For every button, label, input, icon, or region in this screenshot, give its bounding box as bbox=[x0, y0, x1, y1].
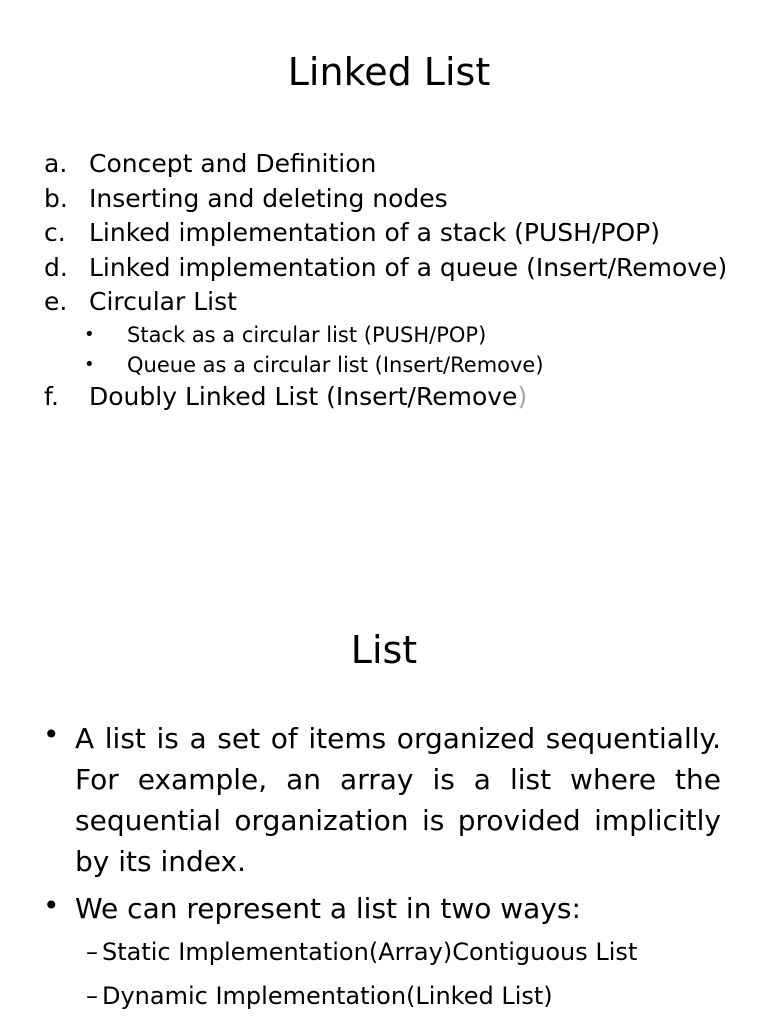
list-marker: f. bbox=[44, 381, 59, 411]
list-marker: a. bbox=[44, 149, 68, 178]
list-item-text bbox=[89, 380, 527, 415]
sub-bullet-text: Static Implementation(Array)Contiguous List bbox=[102, 938, 638, 966]
list-item-text: Concept and Definition bbox=[89, 149, 377, 178]
bullet-icon: • bbox=[43, 718, 60, 751]
sub-bullet-text: Dynamic Implementation(Linked List) bbox=[102, 982, 553, 1010]
list-item-text: Linked implementation of a stack (PUSH/POP) bbox=[89, 218, 660, 247]
slide-title-list: List bbox=[350, 628, 418, 672]
sub-bullet-item bbox=[86, 975, 721, 1017]
list-item bbox=[44, 251, 744, 286]
list-item-main-text: Doubly Linked List (Insert/Remove bbox=[89, 381, 518, 411]
list-marker: e. bbox=[44, 287, 68, 316]
dash-icon: – bbox=[86, 982, 98, 1010]
list-item bbox=[44, 380, 744, 415]
topic-list bbox=[44, 147, 744, 414]
list-item bbox=[44, 285, 744, 320]
sub-list-item bbox=[44, 320, 744, 350]
closing-paren: ) bbox=[517, 381, 528, 411]
list-item-text: Circular List bbox=[89, 287, 237, 316]
list-item bbox=[44, 182, 744, 217]
list-item bbox=[44, 147, 744, 182]
bullet-icon: • bbox=[84, 323, 95, 345]
bullet-icon: • bbox=[43, 889, 60, 922]
sub-bullet-item bbox=[86, 931, 721, 973]
list-item-text: Linked implementation of a queue (Insert/Remove) bbox=[89, 252, 728, 282]
bullet-item bbox=[43, 889, 721, 929]
definition-list bbox=[43, 718, 721, 1017]
list-marker: b. bbox=[44, 183, 68, 213]
sub-list-item bbox=[44, 350, 744, 380]
list-marker: d. bbox=[44, 252, 68, 282]
list-item bbox=[44, 216, 744, 251]
list-item-text: Inserting and deleting nodes bbox=[89, 183, 448, 213]
bullet-icon: • bbox=[84, 353, 95, 375]
bullet-text: A list is a set of items organized sequentially. For example, an array is a list where the sequential organization is provided implicitly by its index. bbox=[75, 722, 721, 878]
sub-list-item-text: Stack as a circular list (PUSH/POP) bbox=[127, 322, 487, 347]
bullet-text: We can represent a list in two ways: bbox=[75, 892, 581, 925]
list-marker: c. bbox=[44, 218, 66, 247]
dash-icon: – bbox=[86, 938, 98, 966]
slide-title-linked-list: Linked List bbox=[287, 50, 491, 94]
sub-list-item-text: Queue as a circular list (Insert/Remove) bbox=[127, 352, 544, 377]
bullet-item bbox=[43, 718, 721, 882]
